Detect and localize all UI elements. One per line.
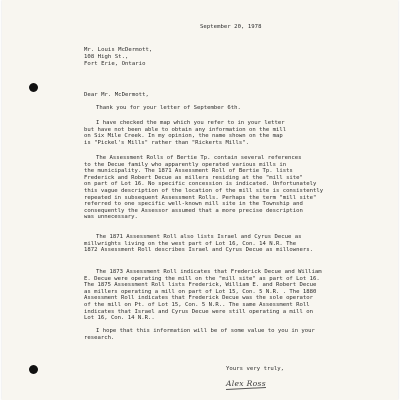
recipient-street: 108 High St., (84, 54, 129, 60)
paragraph-line: Frederick and Robert Decue as millers residing at the "mill site" (84, 174, 303, 181)
closing: Yours very truly, (226, 366, 285, 372)
salutation: Dear Mr. McDermott, (84, 92, 149, 98)
punch-hole (29, 365, 38, 374)
paragraph-line: millwrights living on the west part of Lot 16, Con. 14 N.R. The (84, 240, 297, 247)
paragraph-line: I have checked the map which you refer to in your letter (96, 120, 285, 126)
paragraph-line: E. Decue were operating the mill on the "mill site" as part of Lot 16. (84, 275, 320, 282)
paragraph-line: is "Pickel's Mills" rather than "Rickerts Mills". (84, 139, 250, 146)
paragraph-millwrights (84, 234, 364, 254)
recipient-city: Fort Erie, Ontario (84, 61, 146, 67)
paragraph-line: consequently the Assessor assumed that a more precise description (84, 207, 303, 214)
recipient-name: Mr. Louis McDermott, (84, 47, 153, 53)
paragraph-line: of the mill on Pt. of Lot 15, Con. 5 N.R.. The same Assessment Roll (84, 301, 310, 308)
paragraph-map (84, 120, 364, 146)
paragraph-thanks (96, 105, 376, 112)
paragraph-line: to the Decue family who apparently operated various mills in (84, 161, 287, 168)
paragraph-line: repeated in subsequent Assessment Rolls. Perhaps the term "mill site" (84, 194, 317, 201)
paragraph-line: the municipality. The 1871 Assessment Roll of Bertie Tp. lists (84, 168, 293, 175)
paragraph-line: as millers operating a mill on part of Lot 15, Con. 5 N.R. . The 1880 (84, 288, 317, 295)
paragraph-line: The 1873 Assessment Roll indicates that Frederick Decue and William (96, 269, 322, 275)
paragraph-line: this vague description of the location of the mill site is consistently (84, 187, 324, 194)
paragraph-closing (84, 328, 364, 341)
paragraph-line: on Six Mile Creek. In my opinion, the name shown on the map (84, 133, 283, 140)
paragraph-operators (84, 269, 364, 322)
paragraph-line: referred to one specific well-known mill site in the Township and (84, 201, 303, 208)
paragraph-line: 1872 Assessment Roll describes Israel and Cyrus Decue as millowners. (84, 247, 314, 254)
punch-hole (29, 83, 38, 92)
signature: Alex Ross (226, 379, 266, 388)
paragraph-line: was unnecessary. (84, 214, 138, 221)
paragraph-line: Thank you for your letter of September 6th. (96, 105, 241, 111)
letter-date: September 20, 1978 (200, 24, 262, 30)
paragraph-line: The 1871 Assessment Roll also lists Israel and Cyrus Decue as (96, 234, 302, 240)
paragraph-line: I hope that this information will be of some value to you in your (96, 328, 315, 334)
paragraph-line: Assessment Roll indicates that Frederick Decue was the sole operator (84, 295, 314, 302)
paragraph-line: Lot 16, Con. 14 N.R.. (84, 315, 155, 322)
paragraph-line: but have not been able to obtain any information on the mill (84, 126, 287, 133)
paragraph-line: research. (84, 334, 115, 341)
paragraph-line: The Assessment Rolls of Bertie Tp. contain several references (96, 155, 302, 161)
paragraph-line: indicates that Israel and Cyrus Decue were still operating a mill on (84, 308, 314, 315)
paragraph-line: The 1875 Assessment Roll lists Frederick, William E. and Robert Decue (84, 282, 317, 289)
paragraph-assessment-rolls (84, 155, 364, 221)
paragraph-line: on part of Lot 16. No specific concession is indicated. Unfortunately (84, 181, 317, 188)
